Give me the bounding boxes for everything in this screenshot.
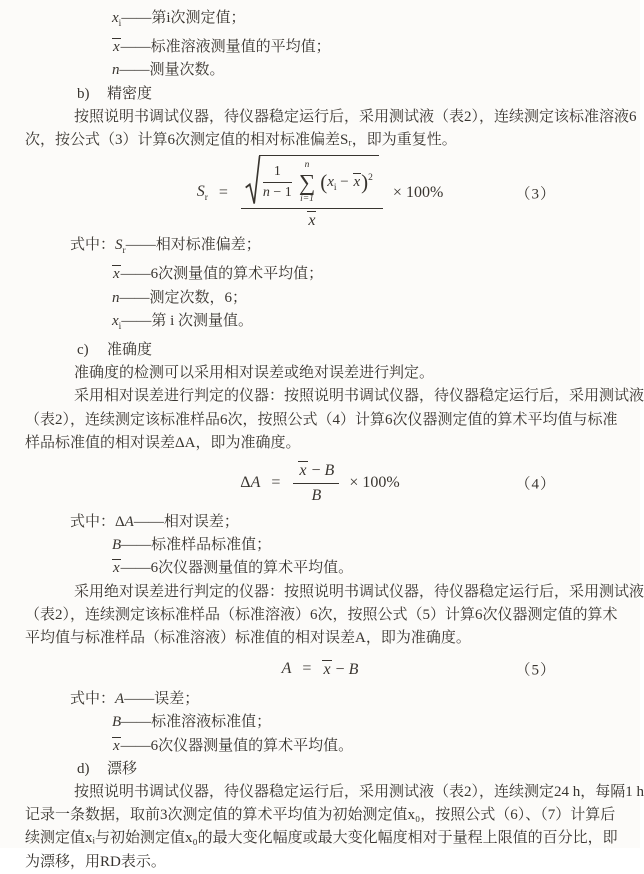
section-d-heading (0, 758, 640, 781)
definition-line-B: B——标准溶液标准值； (112, 714, 272, 731)
definition-line-n: n——测量次数。 (112, 62, 225, 79)
var-xbar: x (113, 39, 120, 56)
definition-text: 相对标准偏差； (155, 237, 261, 254)
where-prefix: 式中： (70, 237, 116, 254)
equals-sign: = (302, 660, 312, 678)
square-root (245, 155, 379, 206)
formula-lhs: $S_r$ (196, 182, 208, 203)
para-line: 平均值与标准样品（标准溶液）标准值的相对误差A，即为准确度。 (25, 629, 471, 646)
definition-line-xi: $x_i——$第i次测定值； (112, 10, 246, 29)
times-100-percent: × 100% (349, 473, 400, 491)
definition-line-n: n——测定次数，6； (112, 289, 248, 306)
where-prefix: 式中： (70, 691, 116, 708)
formula-lhs: ΔA (240, 473, 261, 491)
fraction (241, 155, 383, 230)
squared-term: $(x_i - x)^2$ (320, 169, 373, 194)
equals-sign: = (271, 473, 281, 491)
definition-text: 6次测量值的算术平均值； (150, 266, 324, 283)
fraction: $\frac{x - B}{B}$ (293, 461, 339, 505)
definition-line-B: B——标准样品标准值； (112, 537, 272, 554)
definition-text: 标准溶液标准值； (151, 714, 272, 731)
definition-text: 第 i 次测量值。 (151, 312, 253, 329)
definition-text: 标准样品标准值； (151, 537, 272, 554)
definition-line-xbar: x——6次测量值的算术平均值； (113, 266, 324, 283)
definition-text: 6次仪器测量值的算术平均值。 (150, 560, 354, 577)
times-100-percent: × 100% (392, 183, 444, 201)
para-line: 采用绝对误差进行判定的仪器：按照说明书调试仪器，待仪器稳定运行后，采用测试液 (74, 583, 644, 600)
para-line: 按照说明书调试仪器，待仪器稳定运行后，采用测试液（表2），连续测定该标准溶液6 (74, 108, 637, 125)
definition-text: 标准溶液测量值的平均值； (150, 39, 331, 56)
definition-text: 第i次测定值； (151, 10, 246, 26)
definition-line-xbar: x——标准溶液测量值的平均值； (113, 39, 331, 56)
equation-number-3: （3） (515, 186, 556, 203)
formula-3 (0, 155, 640, 230)
equation-number-5: （5） (515, 662, 556, 679)
definition-text: 相对误差； (163, 513, 239, 530)
formula-lhs: A (281, 660, 292, 678)
section-title: 准确度 (107, 341, 153, 358)
equation-number-4: （4） (515, 476, 556, 493)
para-line: 续测定值xᵢ与初始测定值x₀的最大变化幅度或最大变化幅度相对于量程上限值的百分比，即 (25, 830, 618, 847)
formula-4 (0, 460, 640, 506)
para-line: 准确度的检测可以采用相对误差或绝对误差进行判定。 (74, 365, 435, 382)
definition-line-xbar: x——6次仪器测量值的算术平均值。 (113, 560, 354, 577)
para-line: 按照说明书调试仪器，待仪器稳定运行后，采用测试液（表2），连续测定24 h，每隔1 h (74, 783, 644, 800)
equals-sign: = (218, 183, 228, 201)
section-title: 精密度 (107, 85, 153, 102)
where-prefix: 式中： (70, 513, 116, 530)
section-title: 漂移 (107, 760, 138, 777)
formula-5: A = x − B （5） (281, 660, 556, 679)
var-x: x (112, 10, 119, 26)
where-line: 式中：$S_r——$相对标准偏差； (70, 237, 261, 257)
para-line: （表2），连续测定该标准样品（标准溶液）6次，按照公式（5）计算6次仪器测定值的算术 (25, 606, 618, 623)
where-line: 式中：ΔA——相对误差； (70, 513, 239, 530)
where-line: 式中：A——误差； (70, 691, 200, 708)
para-line: （表2），连续测定该标准样品6次，按照公式（4）计算6次仪器测定值的算术平均值与标准 (25, 411, 618, 428)
definition-line-xi: $x_i——$第 i 次测量值。 (112, 312, 253, 332)
para-line: 样品标准值的相对误差ΔA，即为准确度。 (25, 434, 301, 451)
radical-sign-icon (245, 155, 260, 206)
para-line: 为漂移，用RD表示。 (25, 853, 166, 870)
para-line: 记录一条数据，取前3次测定值的算术平均值为初始测定值x₀，按照公式（6）、（7）计算后 (25, 807, 616, 824)
definition-text: 测定次数，6； (149, 289, 248, 306)
definition-text: 6次仪器测量值的算术平均值。 (150, 737, 354, 754)
var-xbar: x (308, 212, 316, 230)
para-line: 采用相对误差进行判定的仪器：按照说明书调试仪器，待仪器稳定运行后，采用测试液 (74, 388, 644, 405)
definition-text: 测量次数。 (149, 62, 225, 79)
definition-line-xbar: x——6次仪器测量值的算术平均值。 (113, 737, 354, 754)
section-label: c) (77, 341, 89, 358)
inner-fraction: $\frac{1}{n - 1}$ (262, 163, 292, 200)
summation: n ∑ i=1 (298, 160, 316, 204)
section-label: d) (77, 760, 90, 777)
var-n: n (112, 62, 120, 79)
sigma-symbol: ∑ (298, 169, 316, 195)
definition-text: 误差； (154, 691, 200, 708)
para-line: 次，按公式（3）计算6次测定值的相对标准偏差Sᵣ，即为重复性。 (25, 132, 457, 149)
section-c-heading (0, 339, 640, 362)
section-b-heading (0, 83, 640, 106)
section-label: b) (77, 85, 90, 102)
